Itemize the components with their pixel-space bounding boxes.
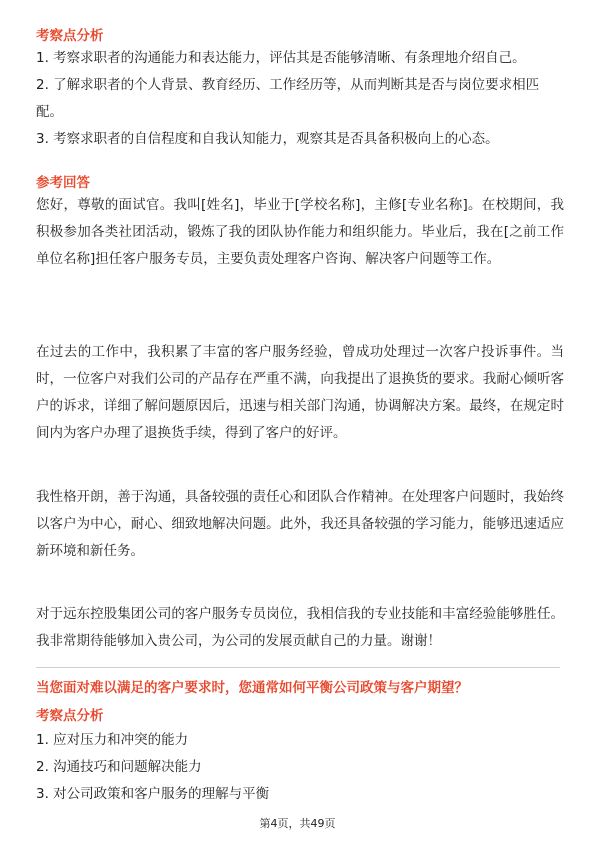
answer-body-4 [36,601,564,655]
answer-paragraph-2: 在过去的工作中，我积累了丰富的客户服务经验，曾成功处理过一次客户投诉事件。当时，一位客户对我们公司的产品存在严重不满，向我提出了退换货的要求。我耐心倾听客户的诉求，详细了解问题原因后，迅速与相关部门沟通，协调解决方案。最终，在规定时间内为客户办理了退换货手续，得到了客户的好评。 [36,344,564,441]
analysis-point-2-3: 3. 对公司政策和客户服务的理解与平衡 [36,786,270,802]
answer-body-2 [36,339,564,447]
analysis-points [36,45,564,153]
analysis-points-2 [36,727,564,808]
analysis-point-2-1: 1. 应对压力和冲突的能力 [36,732,189,748]
answer-paragraph-1: 您好，尊敬的面试官。我叫[姓名]，毕业于[学校名称]，主修[专业名称]。在校期间，我积极参加各类社团活动，锻炼了我的团队协作能力和组织能力。毕业后，我在[之前工作单位名称]担任客户服务专员，主要负责处理客户咨询、解决客户问题等工作。 [36,197,564,267]
answer-body-3 [36,484,564,565]
page-number: 第4页，共49页 [259,817,336,830]
analysis-point-3: 3. 考察求职者的自信程度和自我认知能力，观察其是否具备积极向上的心态。 [36,131,499,147]
analysis-heading: 考察点分析 [36,28,104,44]
answer-heading: 参考回答 [36,175,90,191]
question-heading: 当您面对难以满足的客户要求时，您通常如何平衡公司政策与客户期望？ [36,680,468,696]
answer-paragraph-4: 对于远东控股集团公司的客户服务专员岗位，我相信我的专业技能和丰富经验能够胜任。我非常期待能够加入贵公司，为公司的发展贡献自己的力量。谢谢！ [36,606,564,649]
analysis-point-2: 2. 了解求职者的个人背景、教育经历、工作经历等，从而判断其是否与岗位要求相匹配。 [36,77,540,120]
section-divider [36,667,560,668]
analysis-heading-2: 考察点分析 [36,708,104,724]
analysis-point-2-2: 2. 沟通技巧和问题解决能力 [36,759,202,775]
answer-body [36,192,564,273]
analysis-point-1: 1. 考察求职者的沟通能力和表达能力，评估其是否能够清晰、有条理地介绍自己。 [36,50,526,66]
answer-paragraph-3: 我性格开朗，善于沟通，具备较强的责任心和团队合作精神。在处理客户问题时，我始终以客户为中心，耐心、细致地解决问题。此外，我还具备较强的学习能力，能够迅速适应新环境和新任务。 [36,489,564,559]
